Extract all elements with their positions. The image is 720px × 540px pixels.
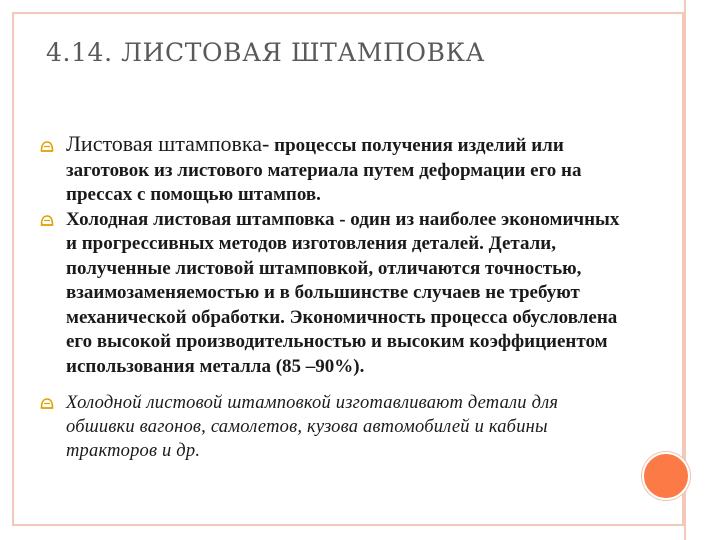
bullet-item (40, 132, 630, 208)
bullet-list (40, 132, 630, 463)
bullet-marker-icon (40, 214, 54, 228)
bullet-lead: Листовая штамповка- (66, 131, 270, 156)
slide-title: 4.14. ЛИСТОВАЯ ШТАМПОВКА (46, 38, 486, 67)
bullet-body: процессы получения изделий или заготовок из листового материала путем деформации его на прессах с помощью штампов. (66, 135, 582, 205)
right-rule (684, 0, 686, 540)
bullet-text: Холодной листовой штамповкой изготавливают детали для обшивки вагонов, самолетов, кузова автомобилей и кабины тракторов и др. (66, 393, 559, 461)
bullet-text (66, 132, 630, 208)
bullet-marker-icon (40, 397, 54, 411)
bullet-item (40, 208, 630, 380)
bullet-marker-icon (40, 140, 54, 154)
bullet-text: Холодная листовая штамповка - один из наиболее экономичных и прогрессивных методов изготовления деталей. Детали, полученные листовой штамповкой, отличаются точностью, взаимозаменяемостью и в большинстве случаев не требуют механической обработки. Экономичность процесса обусловлена его высокой производительностью и высоким коэффициентом использования металла (85 –90%). (66, 208, 620, 377)
accent-dot (642, 452, 690, 500)
bullet-item (40, 391, 630, 463)
